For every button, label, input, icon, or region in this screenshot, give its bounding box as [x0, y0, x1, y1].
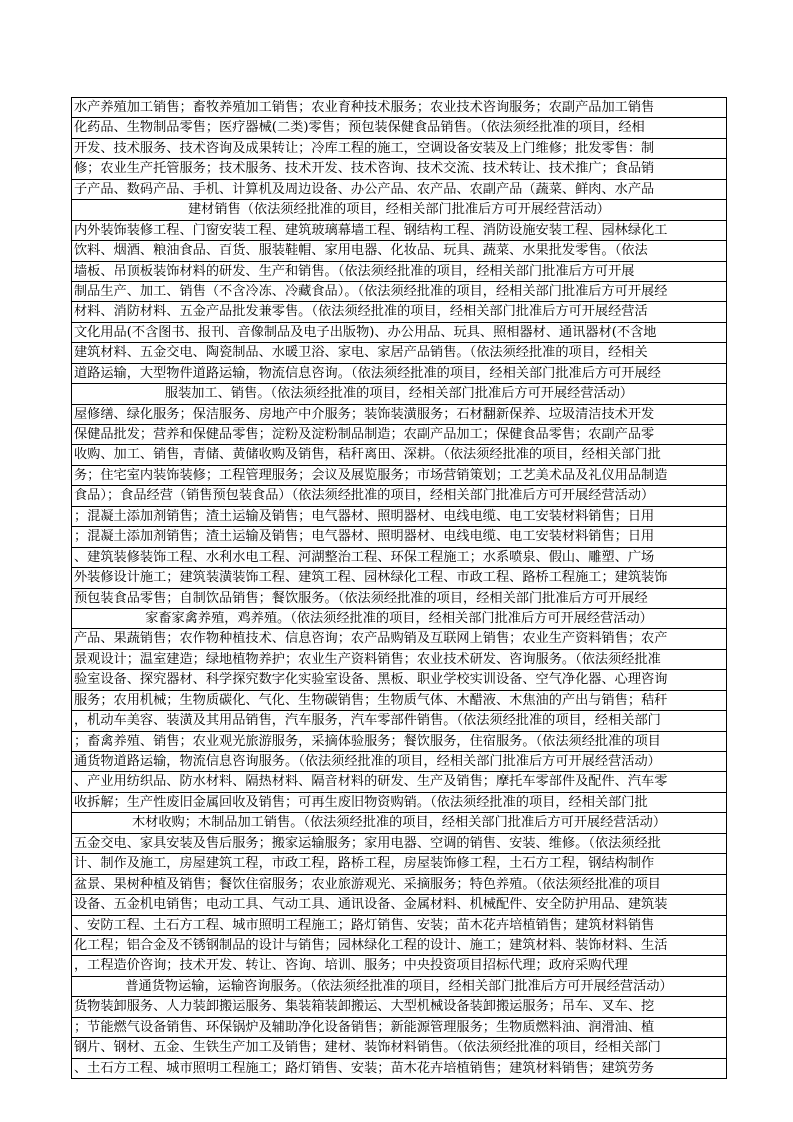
business-scope-cell: 制品生产、加工、销售（不含冷冻、冷藏食品）。（依法须经批准的项目，经相关部门批准后方可开展经 — [74, 283, 668, 299]
table-row — [72, 751, 726, 771]
business-scope-cell: 景观设计；温室建造；绿地植物养护；农业生产资料销售；农业技术研发、咨询服务。（依法须经批准 — [74, 651, 661, 667]
business-scope-cell: ；混凝土添加剂销售；渣土运输及销售；电气器材、照明器材、电线电缆、电工安装材料销售；日用 — [74, 529, 655, 545]
table-row — [72, 690, 726, 710]
table-row — [72, 158, 726, 178]
table-row — [72, 383, 726, 403]
business-scope-cell: 产品、果蔬销售；农作物种植技术、信息咨询；农产品购销及互联网上销售；农业生产资料销售；农产 — [74, 631, 668, 647]
business-scope-cell: 五金交电、家具安装及售后服务；搬家运输服务；家用电器、空调的销售、安装、维修。（依法须经批 — [74, 835, 661, 851]
business-scope-cell: 修；农业生产托管服务；技术服务、技术开发、技术咨询、技术交流、技术转让、技术推广；食品销 — [74, 161, 655, 177]
business-scope-cell: 务；住宅室内装饰装修；工程管理服务；会议及展览服务；市场营销策划；工艺美术品及礼仪用品制造 — [74, 467, 668, 483]
business-scope-cell: 化工程；铝合金及不锈钢制品的设计与销售；园林绿化工程的设计、施工；建筑材料、装饰材料、生活 — [74, 937, 668, 953]
table-row — [72, 976, 726, 996]
business-scope-cell: 、建筑装修装饰工程、水利水电工程、河湖整治工程、环保工程施工；水系喷泉、假山、雕塑、广场 — [74, 549, 655, 565]
table-row — [72, 281, 726, 301]
table-row — [72, 1037, 726, 1057]
business-scope-cell: 文化用品(不含图书、报刊、音像制品及电子出版物)、办公用品、玩具、照相器材、通讯器材(不含地 — [74, 324, 657, 340]
table-row — [72, 710, 726, 730]
business-scope-cell: ，机动车美容、装潢及其用品销售，汽车服务，汽车零部件销售。（依法须经批准的项目，经相关部门 — [74, 713, 661, 729]
table-row — [72, 894, 726, 914]
business-scope-cell: 家畜家禽养殖，鸡养殖。（依法须经批准的项目，经相关部门批准后方可开展经营活动） — [145, 610, 653, 626]
business-scope-cell: 子产品、数码产品、手机、计算机及周边设备、办公产品、农产品、农副产品（蔬菜、鲜肉、水产品 — [74, 181, 655, 197]
business-scope-cell: 、土石方工程、城市照明工程施工；路灯销售、安装；苗木花卉培植销售；建筑材料销售；建筑劳务 — [74, 1060, 655, 1076]
table-row — [72, 833, 726, 853]
business-scope-cell: 、安防工程、土石方工程、城市照明工程施工；路灯销售、安装；苗木花卉培植销售；建筑材料销售 — [74, 917, 655, 933]
table-row — [72, 547, 726, 567]
table-row — [72, 731, 726, 751]
business-scope-cell: 计、制作及施工，房屋建筑工程，市政工程，路桥工程，房屋装饰修工程，土石方工程，钢结构制作 — [74, 856, 655, 872]
table-row — [72, 567, 726, 587]
table-row — [72, 935, 726, 955]
table-row — [72, 322, 726, 342]
business-scope-cell: 设备、五金机电销售；电动工具、气动工具、通讯设备、金属材料、机械配件、安全防护用品、建筑装 — [74, 897, 668, 913]
table-row — [72, 955, 726, 975]
table-row — [72, 342, 726, 362]
table-row — [72, 117, 726, 137]
table-row — [72, 812, 726, 832]
business-scope-cell: 服装加工、销售。（依法须经批准的项目，经相关部门批准后方可开展经营活动） — [164, 386, 634, 402]
table-row — [72, 444, 726, 464]
table-row — [72, 97, 726, 117]
table-row — [72, 138, 726, 158]
business-scope-cell: 建材销售（依法须经批准的项目，经相关部门批准后方可开展经营活动） — [188, 202, 610, 218]
business-scope-cell: 、产业用纺织品、防水材料、隔热材料、隔音材料的研发、生产及销售；摩托车零部件及配件、汽车零 — [74, 774, 668, 790]
table-row — [72, 996, 726, 1016]
business-scope-cell: 饮料、烟酒、粮油食品、百货、服装鞋帽、家用电器、化妆品、玩具、蔬菜、水果批发零售。（依法 — [74, 243, 648, 259]
table-row — [72, 669, 726, 689]
business-scope-cell: 开发、技术服务、技术咨询及成果转让；冷库工程的施工，空调设备安装及上门维修；批发零售：制 — [74, 140, 655, 156]
business-scope-cell: 预包装食品零售；自制饮品销售；餐饮服务。（依法须经批准的项目，经相关部门批准后方可开展经 — [74, 590, 648, 606]
table-row — [72, 628, 726, 648]
table-row — [72, 301, 726, 321]
business-scope-cell: 外装修设计施工；建筑装潢装饰工程、建筑工程、园林绿化工程、市政工程、路桥工程施工；建筑装饰 — [74, 570, 668, 586]
business-scope-cell: 化药品、生物制品零售；医疗器械(二类)零售；预包装保健食品销售。（依法须经批准的项目，经相 — [74, 120, 645, 136]
business-scope-cell: 保健品批发；营养和保健品零售；淀粉及淀粉制品制造；农副产品加工；保健食品零售；农副产品零 — [74, 427, 655, 442]
table-row — [72, 424, 726, 444]
business-scope-cell: 收购、加工、销售，青储、黄储收购及销售，秸秆离田、深耕。（依法须经批准的项目，经相关部门批 — [74, 447, 661, 463]
business-scope-cell: 普通货物运输，运输咨询服务。（依法须经批准的项目，经相关部门批准后方可开展经营活动） — [125, 978, 673, 994]
business-scope-table — [71, 97, 727, 1079]
business-scope-cell: 建筑材料、五金交电、陶瓷制品、水暖卫浴、家电、家居产品销售。（依法须经批准的项目，经相关 — [74, 345, 648, 361]
business-scope-cell: ；混凝土添加剂销售；渣土运输及销售；电气器材、照明器材、电线电缆、电工安装材料销售；日用 — [74, 508, 655, 524]
table-row — [72, 506, 726, 526]
table-row — [72, 608, 726, 628]
business-scope-cell: 货物装卸服务、人力装卸搬运服务、集装箱装卸搬运、大型机械设备装卸搬运服务；吊车、叉车、挖 — [74, 999, 655, 1015]
business-scope-cell: ；畜禽养殖、销售；农业观光旅游服务，采摘体验服务；餐饮服务，住宿服务。（依法须经批准的项目 — [74, 733, 661, 749]
table-row — [72, 526, 726, 546]
table-row — [72, 1058, 726, 1078]
table-row — [72, 874, 726, 894]
table-row — [72, 220, 726, 240]
table-row — [72, 240, 726, 260]
business-scope-cell: 内外装饰装修工程、门窗安装工程、建筑玻璃幕墙工程、钢结构工程、消防设施安装工程、园林绿化工 — [74, 222, 668, 238]
business-scope-cell: 服务；农用机械；生物质碳化、气化、生物碳销售；生物质气体、木醋液、木焦油的产出与销售；秸秆 — [74, 692, 668, 708]
business-scope-cell: 木材收购；木制品加工销售。（依法须经批准的项目，经相关部门批准后方可开展经营活动） — [131, 815, 667, 831]
business-scope-cell: 盆景、果树种植及销售；餐饮住宿服务；农业旅游观光、采摘服务；特色养殖。（依法须经批准的项目 — [74, 876, 661, 892]
table-row — [72, 261, 726, 281]
table-row — [72, 179, 726, 199]
table-row — [72, 792, 726, 812]
table-row — [72, 465, 726, 485]
table-row — [72, 771, 726, 791]
table-row — [72, 363, 726, 383]
business-scope-cell: 通货物道路运输，物流信息咨询服务。（依法须经批准的项目，经相关部门批准后方可开展经营活动） — [74, 754, 661, 769]
table-row — [72, 588, 726, 608]
table-row — [72, 853, 726, 873]
table-row — [72, 485, 726, 505]
business-scope-cell: 道路运输，大型物件道路运输，物流信息咨询。（依法须经批准的项目，经相关部门批准后方可开展经 — [74, 365, 661, 381]
table-row — [72, 1017, 726, 1037]
business-scope-cell: 食品）；食品经营（销售预包装食品）（依法须经批准的项目，经相关部门批准后方可开展经营活动） — [74, 488, 655, 504]
table-row — [72, 915, 726, 935]
table-row — [72, 649, 726, 669]
business-scope-cell: ，工程造价咨询；技术开发、转让、咨询、培训、服务；中央投资项目招标代理；政府采购代理 — [74, 958, 628, 974]
business-scope-cell: 墙板、吊顶板装饰材料的研发、生产和销售。（依法须经批准的项目，经相关部门批准后方可开展 — [74, 263, 635, 279]
business-scope-cell: 钢片、钢材、五金、生铁生产加工及销售；建材、装饰材料销售。（依法须经批准的项目，经相关部门 — [74, 1040, 661, 1056]
business-scope-cell: 屋修缮、绿化服务；保洁服务、房地产中介服务；装饰装潢服务；石材翻新保养、垃圾清洁技术开发 — [74, 406, 655, 422]
business-scope-cell: 收拆解；生产性废旧金属回收及销售；可再生废旧物资购销。（依法须经批准的项目，经相关部门批 — [74, 794, 648, 810]
business-scope-cell: 材料、消防材料、五金产品批发兼零售。（依法须经批准的项目，经相关部门批准后方可开展经营活 — [74, 304, 648, 320]
business-scope-cell: 验室设备、探究器材、科学探究数字化实验室设备、黑板、职业学校实训设备、空气净化器、心理咨询 — [74, 672, 668, 688]
table-row — [72, 404, 726, 424]
table-row — [72, 199, 726, 219]
business-scope-cell: ；节能燃气设备销售、环保锅炉及辅助净化设备销售；新能源管理服务；生物质燃料油、润滑油、植 — [74, 1019, 655, 1035]
business-scope-cell: 水产养殖加工销售；畜牧养殖加工销售；农业育种技术服务；农业技术咨询服务；农副产品加工销售 — [74, 100, 655, 115]
